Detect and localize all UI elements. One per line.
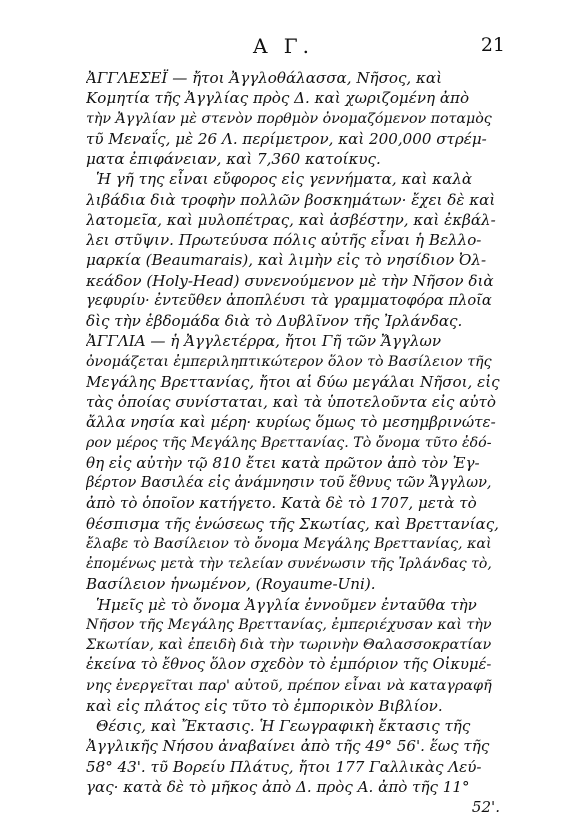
text-line: θέσπισμα τῆς ἑνώσεως τῆς Σκωτίας, καὶ Βρεττανίας, [86,514,499,533]
text-line: γας· κατὰ δὲ τὸ μῆκος ἀπὸ Δ. πρὸς Α. ἀπὸ τῆς 11° [86,777,470,796]
text-line: γεφυρίυ· ἐντεῦθεν ἀποπλέυσι τὰ γραμματοφόρα πλοῖα [86,291,492,309]
text-line: ἐπομένως μετὰ τὴν τελείαν συνένωσιν τῆς Ἰρλάνδας τὸ, [86,556,492,572]
text-line: δὶς τὴν ἑβδομάδα διὰ τὸ Δυβλῖνον τῆς Ἰρλάνδας. [86,312,463,330]
text-line: ρον μέρος τῆς Μεγάλης Βρεττανίας. Τὸ ὄνομα τῦτο ἐδό- [86,434,492,451]
text-line: λιβάδια διὰ τροφὴν πολλῶν βοσκημάτων· ἔχει δὲ καὶ [86,190,496,209]
text-line: μαρκία (Beaumarais), καὶ λιμὴν εἰς τὸ νησίδιον Ὀλ- [86,251,487,270]
text-line: Θέσις, καὶ Ἔκτασις. Ἡ Γεωγραφικὴ ἔκτασις τῆς [96,717,471,735]
text-line: θη εἰς αὐτὴν τῷ 810 ἔτει κατὰ πρῶτον ἀπὸ τὸν Ἐγ- [86,453,480,472]
text-line: ἄλλα νησία καὶ μέρη· κυρίως ὅμως τὸ μεσημβρινώτε- [86,413,496,432]
text-line: βέρτον Βασιλέα εἰς ἀνάμνησιν τοῦ ἔθνυς τῶν Ἄγγλων, [86,475,492,491]
text-line: τὰς ὁποίας συνίσταται, καὶ τὰ ὑποτελοῦντα εἰς αὐτὸ [86,393,496,411]
text-line: Ἀγγλικῆς Νήσου ἀναβαίνει ἀπὸ τῆς 49° 56'. ἕως τῆς [86,737,490,756]
text-line: Νῆσον τῆς Μεγάλης Βρεττανίας, ἐμπεριέχυσαν καὶ τὴν [86,616,492,633]
text-line: ἀπὸ τὸ ὁποῖον κατήγετο. Κατὰ δὲ τὸ 1707, μετὰ τὸ [86,494,477,513]
text-line: ἈΓΓΛΕΣΕΪ — ἤτοι Ἀγγλοθάλασσα, Νῆσος, καὶ [86,69,443,87]
page-text [86,68,500,817]
text-line: 52'. [471,798,500,816]
text-line: νης ἐνεργεῖται παρ' αὐτοῦ, πρέπον εἶναι νὰ καταγραφῆ [86,677,492,694]
text-line: λει στῦψιν. Πρωτεύυσα πόλις αὐτῆς εἶναι ἡ Βελλο- [86,231,482,249]
text-line: ἔλαβε τὸ Βασίλειον τὸ ὄνομα Μεγάλης Βρεττανίας, καὶ [86,535,492,552]
text-line: καὶ εἰς πλάτος εἰς τῦτο τὸ ἐμπορικὸν Βιβλίον. [86,696,443,715]
text-line: Κομητία τῆς Ἀγγλίας πρὸς Δ. καὶ χωριζομένη ἀπὸ [86,89,470,108]
text-line: Ἡμεῖς μὲ τὸ ὄνομα Ἀγγλία ἐννοῦμεν ἐνταῦθα τὴν [96,595,477,614]
text-line: ἈΓΓΛΙΑ — ἡ Ἀγγλετέρρα, ἤτοι Γῆ τῶν Ἄγγλων [86,332,442,351]
text-line: ὀνομάζεται ἐμπεριληπτικώτερον ὅλον τὸ Βασίλειον τῆς [86,353,492,370]
text-line: τὴν Ἀγγλίαν μὲ στενὸν πορθμὸν ὀνομαζόμενον ποταμὸς [86,110,492,127]
text-line: λατομεῖα, καὶ μυλοπέτρας, καὶ ἀσβέστην, καὶ ἐκβάλ- [86,210,496,229]
text-line: 58° 43'. τῦ Βορείυ Πλάτυς, ἤτοι 177 Γαλλικὰς Λεύ- [86,757,482,776]
running-header [0,34,567,64]
text-line: Βασίλειον ἡνωμένον, (Royaume-Uni). [86,575,376,594]
header-letters: Α Γ. [252,34,315,58]
text-line: Σκωτίαν, καὶ ἐπειδὴ διὰ τὴν τωρινὴν Θαλασσοκρατίαν [86,637,492,653]
text-line: κεάδον (Holy-Head) συνενούμενον μὲ τὴν Νῆσον διὰ [86,271,494,290]
text-line: ματα ἐπιφάνειαν, καὶ 7,360 κατοίκυς. [86,150,381,168]
page-number: 21 [480,34,505,56]
text-line: ἐκείνα τὸ ἔθνος ὅλον σχεδὸν τὸ ἐμπόριον τῆς Οἰκυμέ- [86,656,492,674]
text-line: τῦ Μεναΐς, μὲ 26 Λ. περίμετρον, καὶ 200,000 στρέμ- [86,129,487,148]
text-line: Ἡ γῆ της εἶναι εὔφορος εἰς γεννήματα, καὶ καλὰ [96,170,473,189]
text-line: Μεγάλης Βρεττανίας, ἤτοι αἱ δύω μεγάλαι Νῆσοι, εἰς [86,372,500,391]
